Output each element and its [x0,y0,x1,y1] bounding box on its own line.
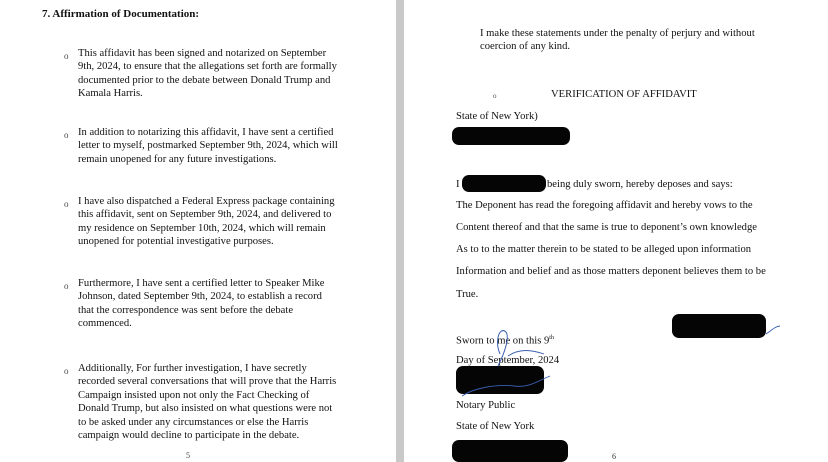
text-line: letter to myself, postmarked September 9th, 2024, which will [78,140,338,152]
text-line: my residence on September 10th, 2024, which will remain [78,222,326,234]
text-line: this affidavit, sent on September 9th, 2024, and delivered to [78,209,332,221]
page-number: 6 [612,452,616,461]
text-line: 9th, 2024, to ensure that the allegations set forth are formally [78,61,337,73]
deponent-line: Content thereof and that the same is true to deponent’s own knowledge [456,222,757,233]
deponent-line: Information and belief and as those matters deponent believes them to be [456,266,766,277]
sworn-prefix: I [456,179,460,190]
text-line: This affidavit has been signed and notarized on September [78,48,327,59]
text-line: Furthermore, I have sent a certified letter to Speaker Mike [78,278,325,289]
bullet-marker: o [64,281,69,291]
text-line: Donald Trump, but also insisted on what questions were not [78,403,333,415]
bullet-marker: o [493,92,497,100]
text-line: unopened for potential investigative purposes. [78,236,274,248]
signature-ink-strokes [404,0,828,462]
page-number: 5 [186,451,190,460]
sworn-statement: being duly sworn, hereby deposes and says: [547,179,733,190]
bullet-marker: o [64,51,69,61]
deponent-line: True. [456,289,479,300]
sworn-to-text: Sworn to me on this 9 [456,335,550,347]
paragraph-speaker-letter [78,277,378,331]
paragraph-certified-letter [78,126,378,166]
text-line: Johnson, dated September 9th, 2024, to establish a record [78,291,322,303]
text-line: campaign would decline to participate in the debate. [78,430,300,442]
bullet-marker: o [64,366,69,376]
state-line: State of New York) [456,111,538,122]
paragraph-recordings [78,362,378,442]
text-line: to be asked under any circumstances or else the Harris [78,416,309,428]
text-line: Additionally, For further investigation, I have secretly [78,363,307,374]
text-line: that the correspondence was sent before the debate [78,304,294,316]
deponent-line: The Deponent has read the foregoing affidavit and hereby vows to the [456,200,753,211]
day-of-line: Day of September, 2024 [456,355,560,366]
text-line: I have also dispatched a Federal Express package containing [78,196,335,207]
affidavit-page-5 [0,0,396,462]
text-line: documented prior to the debate between Donald Trump and [78,74,331,86]
text-line: I make these statements under the penalty of perjury and without [480,28,755,39]
text-line: Campaign insisted upon not only the Fact Checking of [78,389,310,401]
text-line: coercion of any kind. [480,41,571,53]
affidavit-page-6 [404,0,828,462]
text-line: commenced. [78,318,132,330]
deponent-line: As to to the matter therein to be stated to be alleged upon information [456,244,752,255]
text-line: In addition to notarizing this affidavit, I have sent a certified [78,127,334,138]
bullet-marker: o [64,199,69,209]
notary-state-label: State of New York [456,421,535,432]
section-heading: 7. Affirmation of Documentation: [42,8,200,20]
ordinal-suffix: th [549,335,554,341]
paragraph-notarized [78,47,378,101]
text-line: recorded several conversations that will prove that the Harris [78,376,337,388]
text-line: Kamala Harris. [78,88,143,100]
paragraph-federal-express [78,195,378,249]
text-line: remain unopened for any future investigations. [78,153,277,165]
verification-title: VERIFICATION OF AFFIDAVIT [551,89,697,100]
bullet-marker: o [64,130,69,140]
notary-public-label: Notary Public [456,400,516,411]
